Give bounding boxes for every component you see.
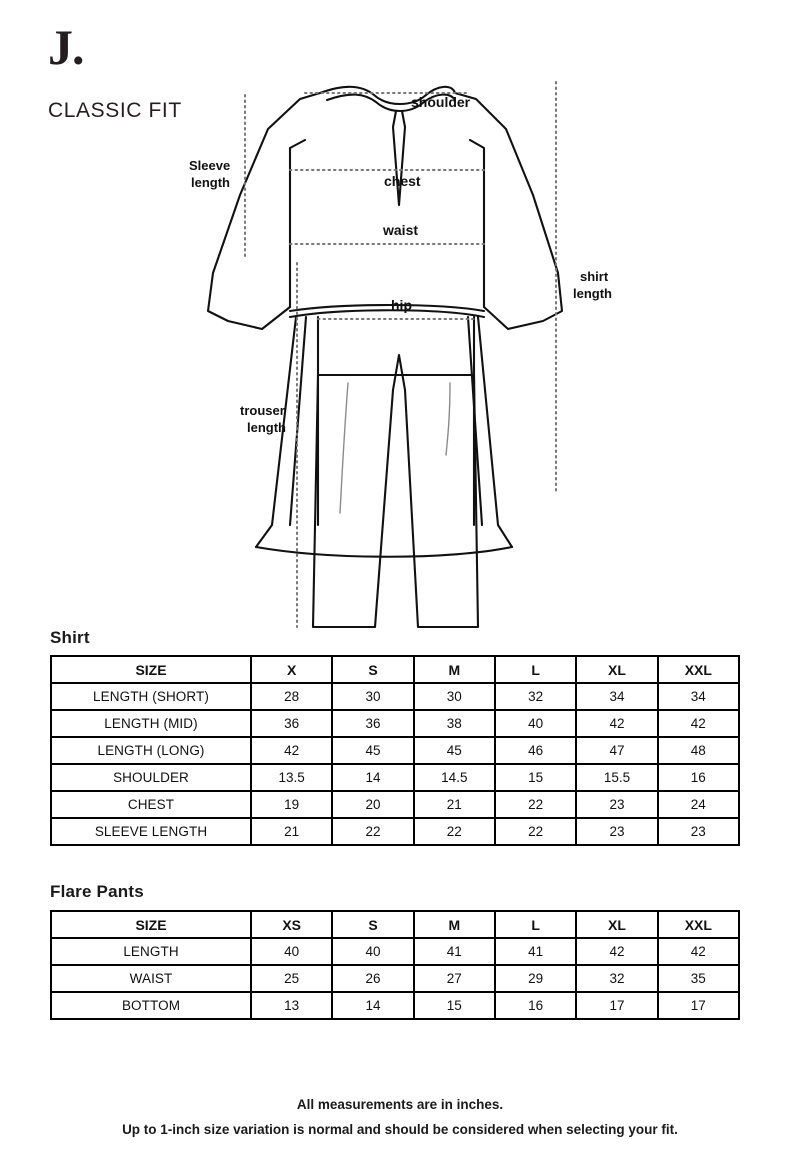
table-cell: 22: [414, 818, 495, 845]
table-cell: 28: [251, 683, 332, 710]
table-cell: 42: [251, 737, 332, 764]
column-header: XXL: [658, 911, 739, 938]
table-cell: 20: [332, 791, 413, 818]
row-label: WAIST: [51, 965, 251, 992]
row-label: LENGTH (MID): [51, 710, 251, 737]
table-cell: 34: [658, 683, 739, 710]
table-cell: 35: [658, 965, 739, 992]
table-cell: 48: [658, 737, 739, 764]
column-header: SIZE: [51, 656, 251, 683]
column-header: XS: [251, 911, 332, 938]
table-cell: 40: [251, 938, 332, 965]
table-cell: 36: [332, 710, 413, 737]
table-cell: 45: [414, 737, 495, 764]
table-cell: 41: [495, 938, 576, 965]
shirt-section-label: Shirt: [50, 628, 90, 647]
table-row: [51, 992, 739, 1019]
table-cell: 21: [251, 818, 332, 845]
table-cell: 24: [658, 791, 739, 818]
row-label: LENGTH (LONG): [51, 737, 251, 764]
table-row: [51, 965, 739, 992]
row-label: BOTTOM: [51, 992, 251, 1019]
table-cell: 17: [576, 992, 657, 1019]
label-trouser-length-line1: trouser: [240, 403, 285, 418]
column-header: SIZE: [51, 911, 251, 938]
footer-note-variation: Up to 1-inch size variation is normal and should be considered when selecting your fit.: [122, 1122, 678, 1137]
table-cell: 42: [658, 938, 739, 965]
column-header: S: [332, 911, 413, 938]
column-header: L: [495, 911, 576, 938]
table-cell: 38: [414, 710, 495, 737]
table-cell: 19: [251, 791, 332, 818]
table-cell: 36: [251, 710, 332, 737]
table-row: [51, 710, 739, 737]
footer-note-measurements: All measurements are in inches.: [296, 1097, 504, 1112]
table-cell: 26: [332, 965, 413, 992]
row-label: LENGTH: [51, 938, 251, 965]
label-chest: chest: [384, 173, 421, 189]
row-label: SHOULDER: [51, 764, 251, 791]
table-row: [51, 938, 739, 965]
table-cell: 32: [576, 965, 657, 992]
table-cell: 13.5: [251, 764, 332, 791]
label-shirt-length-line2: length: [573, 286, 612, 301]
table-cell: 34: [576, 683, 657, 710]
table-row: [51, 764, 739, 791]
table-header-row: [51, 911, 739, 938]
table-cell: 30: [332, 683, 413, 710]
table-cell: 22: [495, 818, 576, 845]
table-cell: 42: [658, 710, 739, 737]
table-header-row: [51, 656, 739, 683]
table-row: [51, 818, 739, 845]
trouser-outline: [313, 355, 478, 627]
table-cell: 46: [495, 737, 576, 764]
label-waist: waist: [383, 222, 419, 238]
table-cell: 25: [251, 965, 332, 992]
table-cell: 42: [576, 710, 657, 737]
footer-notes: [0, 1092, 800, 1142]
table-cell: 23: [576, 818, 657, 845]
table-cell: 16: [658, 764, 739, 791]
table-row: [51, 791, 739, 818]
table-cell: 21: [414, 791, 495, 818]
table-cell: 15.5: [576, 764, 657, 791]
column-header: S: [332, 656, 413, 683]
column-header: XXL: [658, 656, 739, 683]
row-label: SLEEVE LENGTH: [51, 818, 251, 845]
table-cell: 16: [495, 992, 576, 1019]
table-cell: 14: [332, 764, 413, 791]
page-title: CLASSIC FIT: [48, 99, 182, 122]
table-cell: 13: [251, 992, 332, 1019]
column-header: M: [414, 656, 495, 683]
column-header: X: [251, 656, 332, 683]
table-row: [51, 683, 739, 710]
table-cell: 47: [576, 737, 657, 764]
table-cell: 22: [332, 818, 413, 845]
table-cell: 32: [495, 683, 576, 710]
pants-section-label: Flare Pants: [50, 882, 144, 901]
table-cell: 17: [658, 992, 739, 1019]
table-cell: 14.5: [414, 764, 495, 791]
table-cell: 42: [576, 938, 657, 965]
table-cell: 40: [332, 938, 413, 965]
label-sleeve-length-line1: Sleeve: [189, 158, 231, 173]
label-hip: hip: [391, 297, 412, 313]
label-trouser-length-line2: length: [247, 420, 286, 435]
shirt-size-table: [50, 655, 740, 846]
table-cell: 14: [332, 992, 413, 1019]
table-cell: 23: [658, 818, 739, 845]
brand-logo: J.: [48, 19, 84, 75]
label-shirt-length-line1: shirt: [580, 269, 609, 284]
table-cell: 41: [414, 938, 495, 965]
table-cell: 29: [495, 965, 576, 992]
column-header: XL: [576, 656, 657, 683]
label-shoulder: shoulder: [411, 94, 471, 110]
table-cell: 22: [495, 791, 576, 818]
table-cell: 45: [332, 737, 413, 764]
table-cell: 27: [414, 965, 495, 992]
table-cell: 30: [414, 683, 495, 710]
table-cell: 23: [576, 791, 657, 818]
label-sleeve-length-line2: length: [191, 175, 230, 190]
row-label: CHEST: [51, 791, 251, 818]
table-cell: 15: [414, 992, 495, 1019]
garment-diagram: [0, 55, 800, 645]
pants-size-table: [50, 910, 740, 1020]
table-row: [51, 737, 739, 764]
column-header: XL: [576, 911, 657, 938]
column-header: M: [414, 911, 495, 938]
table-cell: 40: [495, 710, 576, 737]
table-cell: 15: [495, 764, 576, 791]
row-label: LENGTH (SHORT): [51, 683, 251, 710]
column-header: L: [495, 656, 576, 683]
